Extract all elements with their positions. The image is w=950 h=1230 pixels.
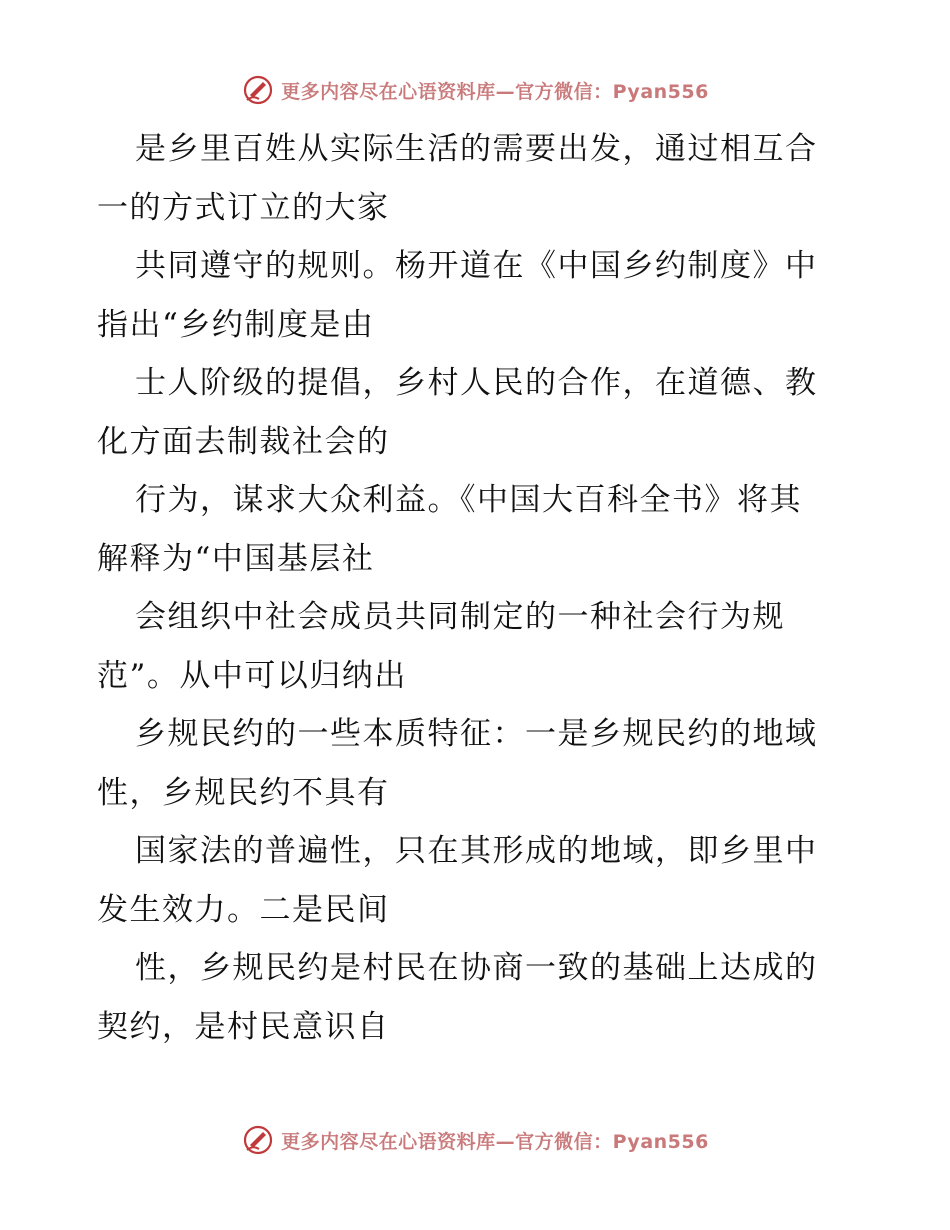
text-line: 士人阶级的提倡，乡村人民的合作，在道德、教 (135, 365, 818, 401)
header-watermark (0, 70, 950, 110)
text-line: 性，乡规民约不具有 (97, 774, 390, 811)
text-line: 化方面去制裁社会的 (97, 423, 390, 460)
text-line: 乡规民约的一些本质特征：一是乡规民约的地域 (135, 716, 818, 752)
text-line: 是乡里百姓从实际生活的需要出发，通过相互合 (135, 131, 818, 167)
text-line: 性，乡规民约是村民在协商一致的基础上达成的 (135, 950, 818, 986)
text-line: 行为，谋求大众利益。《中国大百科全书》将其 (135, 482, 802, 518)
footer-watermark (0, 1120, 950, 1160)
watermark-text: 更多内容尽在心语资料库—官方微信：Pyan556 (281, 1130, 709, 1153)
text-line: 范”。从中可以归纳出 (97, 657, 407, 694)
document-body (97, 120, 857, 1056)
text-line: 国家法的普遍性，只在其形成的地域，即乡里中 (135, 833, 818, 869)
text-line: 一的方式订立的大家 (97, 189, 390, 226)
text-line: 会组织中社会成员共同制定的一种社会行为规 (135, 599, 785, 635)
logo-icon (241, 1123, 275, 1157)
text-line: 发生效力。二是民间 (97, 891, 390, 928)
text-line: 契约，是村民意识自 (97, 1008, 390, 1045)
text-line: 共同遵守的规则。杨开道在《中国乡约制度》中 (135, 248, 818, 284)
logo-icon (241, 73, 275, 107)
text-line: 指出“乡约制度是由 (97, 306, 375, 343)
text-line: 解释为“中国基层社 (97, 540, 375, 577)
watermark-text: 更多内容尽在心语资料库—官方微信：Pyan556 (281, 80, 709, 103)
